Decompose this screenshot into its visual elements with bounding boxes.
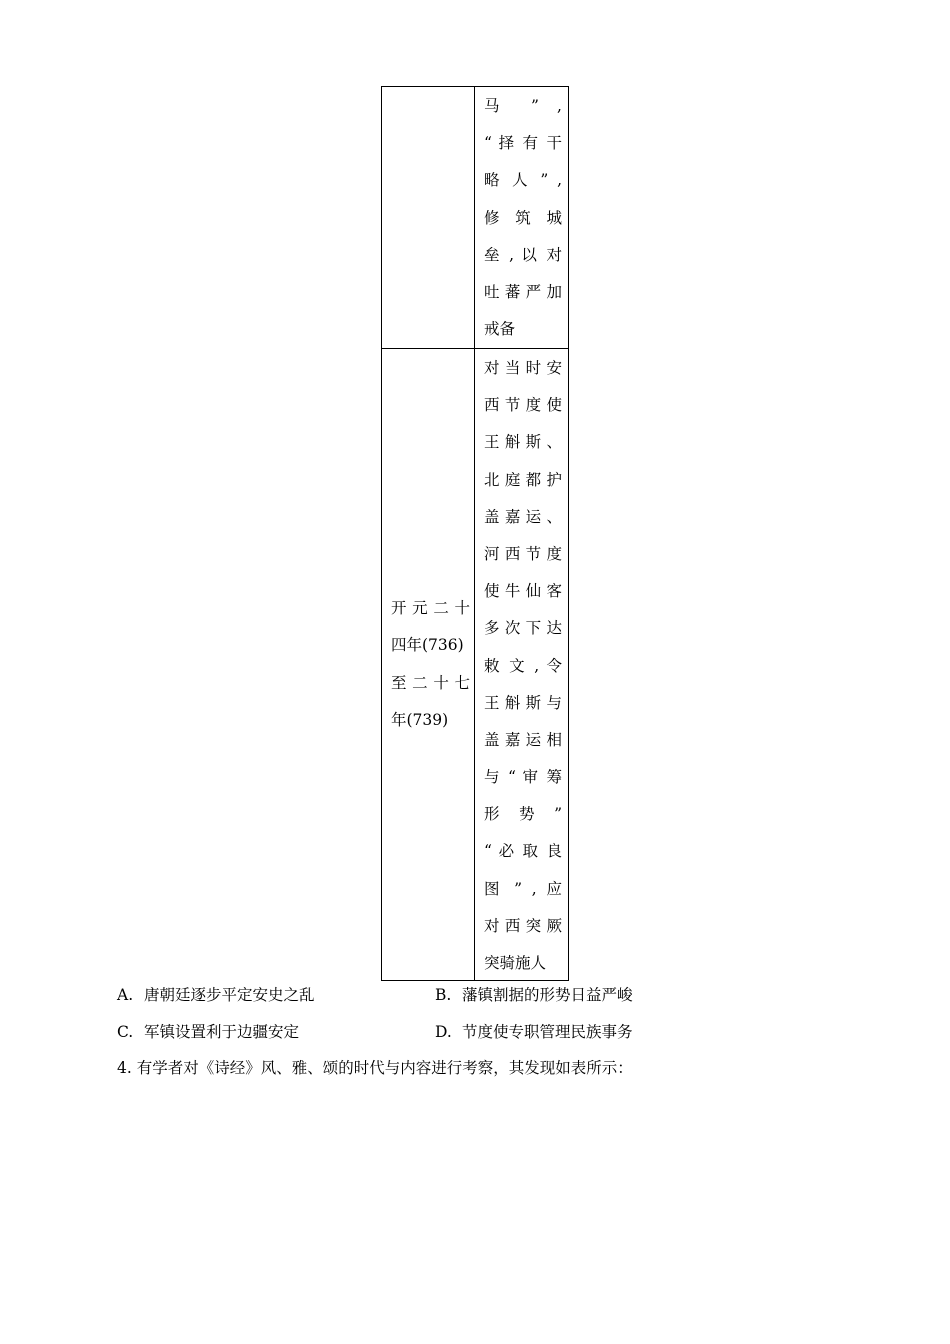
table-row [382, 348, 568, 980]
content-line: 北 庭 都 护 [484, 470, 562, 489]
period-line: 年(739) [391, 710, 449, 729]
option-row [117, 978, 837, 1015]
content-line: 河 西 节 度 [484, 544, 562, 563]
content-line: 戒备 [484, 320, 516, 339]
option-text: 节度使专职管理民族事务 [462, 1023, 633, 1041]
content-line: 吐 蕃 严 加 [484, 282, 562, 301]
content-line: 马 ” , [484, 97, 562, 115]
option-key: D. [435, 1023, 452, 1041]
content-line: 对 西 突 厥 [484, 916, 562, 935]
period-line: 四年(736) [391, 636, 464, 655]
period-cell [382, 87, 475, 348]
option-text: 唐朝廷逐步平定安史之乱 [144, 986, 315, 1004]
content-line: 图 ” , 应 [484, 879, 562, 898]
content-line: 形 势 ” [484, 805, 562, 824]
content-line: 王 斛 斯 、 [484, 433, 562, 452]
content-line: 盖 嘉 运 相 [484, 730, 562, 749]
content-line: “ 择 有 干 [484, 134, 562, 153]
content-line: 与 “ 审 筹 [484, 768, 562, 787]
period-cell [382, 349, 475, 980]
option-b[interactable] [435, 978, 753, 1015]
option-text: 藩镇割据的形势日益严峻 [462, 986, 633, 1004]
answer-options [117, 978, 837, 1052]
question-4-stem: 4. 有学者对《诗经》风、雅、颂的时代与内容进行考察，其发现如表所示： [117, 1059, 633, 1077]
content-line: 多 次 下 达 [484, 619, 562, 638]
option-d[interactable] [435, 1015, 753, 1052]
option-c[interactable] [117, 1015, 435, 1052]
option-a[interactable] [117, 978, 435, 1015]
content-line: 突骑施人 [484, 954, 547, 972]
content-line: 王 斛 斯 与 [484, 693, 562, 712]
content-cell [475, 349, 568, 980]
period-line: 至 二 十 七 [391, 673, 470, 692]
option-row [117, 1015, 837, 1052]
content-line: “ 必 取 良 [484, 842, 562, 861]
content-line: 对 当 时 安 [484, 359, 562, 377]
period-line: 开 元 二 十 [391, 599, 470, 618]
content-line: 敕 文 , 令 [484, 656, 562, 675]
option-key: A. [117, 986, 134, 1004]
content-line: 使 牛 仙 客 [484, 582, 562, 601]
table-row [382, 87, 568, 348]
option-text: 军镇设置利于边疆安定 [144, 1023, 300, 1041]
content-line: 略 人 ” , [484, 171, 562, 190]
content-line: 垒 , 以 对 [484, 245, 562, 264]
option-key: B. [435, 986, 452, 1004]
history-table [381, 86, 569, 981]
content-line: 修 筑 城 [484, 208, 562, 227]
option-key: C. [117, 1023, 134, 1041]
content-cell [475, 87, 568, 348]
content-line: 盖 嘉 运 、 [484, 507, 562, 526]
content-line: 西 节 度 使 [484, 396, 562, 415]
